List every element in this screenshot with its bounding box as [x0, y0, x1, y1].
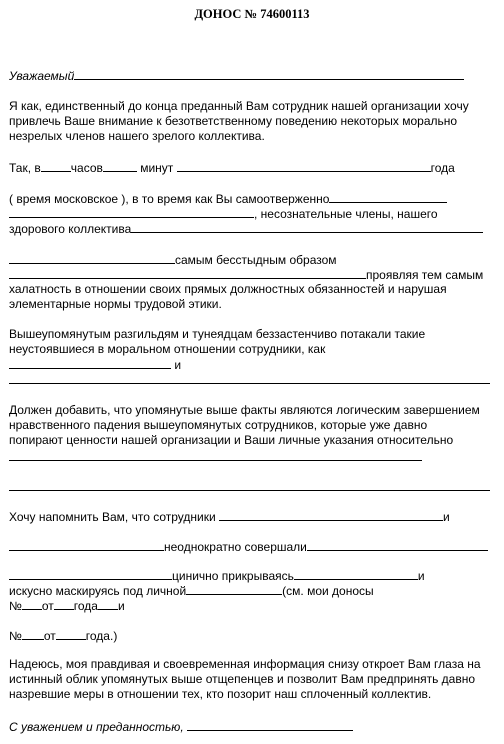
- hour-blank: [41, 160, 71, 172]
- action-blank: [329, 191, 447, 203]
- repeatedly-text: неоднократно совершали: [164, 540, 307, 554]
- intro-line-2: привлечь Ваше внимание к безответственному поведению некоторых морально: [9, 114, 458, 128]
- and-text: и: [443, 510, 450, 524]
- remind-line: [9, 509, 450, 524]
- year-close-text: года.): [85, 629, 118, 643]
- pretext-blank: [186, 583, 282, 595]
- year-text: года: [73, 599, 98, 613]
- report-year-blank: [98, 598, 118, 610]
- remind-text: Хочу напомнить Вам, что сотрудники: [9, 510, 216, 524]
- cover-blank: [294, 568, 418, 580]
- rule-line: [9, 490, 490, 491]
- negligence-line-1: халатность в отношении своих прямых должностных обязанностей и нарушая: [9, 282, 447, 296]
- addressee-blank: [74, 68, 464, 80]
- report-ref-line-1: [9, 598, 125, 613]
- minutes-label: минут: [140, 161, 174, 175]
- hope-line-1: Надеюсь, моя правдивая и своевременная информация снизу откроет Вам глаза на: [9, 657, 481, 671]
- repeatedly-line: [9, 539, 488, 554]
- report-number-blank: [22, 598, 42, 610]
- showing-line: [9, 267, 483, 282]
- indulged-line-1: Вышеупомянутым разгильдям и тунеядцам беззастенчиво потакали такие: [9, 327, 426, 341]
- collective-line: [9, 221, 483, 236]
- number-sign: №: [9, 629, 22, 643]
- closing-line: [9, 719, 353, 734]
- see-reports-text: (см. мои доносы: [282, 584, 374, 598]
- cynical-line: [9, 568, 425, 583]
- and-text: и: [417, 569, 425, 583]
- salutation-line: [9, 68, 464, 83]
- indulged-line-2: неустоявшиеся в моральном отношении сотрудники, как: [9, 342, 326, 356]
- cynical-text: цинично прикрываясь: [172, 569, 294, 583]
- place-blank: [9, 206, 254, 218]
- negligence-line-2: элементарные нормы трудовой этики.: [9, 297, 222, 311]
- rule-line: [9, 383, 490, 384]
- disguise-text: искусно маскируясь под личной: [9, 584, 187, 598]
- from-text: от: [43, 629, 56, 643]
- report-date-blank: [54, 598, 74, 610]
- add-line-3: попирают ценности нашей организации и Ваши личные указания относительно: [9, 433, 454, 447]
- hours-label: часов: [70, 161, 103, 175]
- intro-line-1: Я как, единственный до конца преданный Вам сотрудник нашей организации хочу: [9, 99, 469, 113]
- closing-text: С уважением и преданностью,: [9, 720, 184, 734]
- hope-line-3: назревшие меры в отношении тех, кто позорит наш сплоченный коллектив.: [9, 687, 432, 701]
- indulged-line-3: [9, 357, 181, 372]
- employees-blank: [219, 509, 443, 521]
- shameless-text: самым бесстыдным образом: [175, 253, 337, 267]
- date-blank: [177, 160, 431, 172]
- names-blank: [9, 539, 164, 551]
- document-title: ДОНОС № 74600113: [194, 7, 310, 21]
- salutation: Уважаемый: [9, 69, 75, 83]
- report-number-blank: [22, 628, 44, 640]
- intro-line-3: незрелых членов нашего зрелого коллектива.: [9, 129, 265, 143]
- add-line-1: Должен добавить, что упомянутые выше факты являются логическим завершением: [9, 403, 480, 417]
- moscow-time-text: ( время московское ), в то время как Вы самоотверженно: [9, 192, 330, 206]
- healthy-collective-text: здорового коллектива: [9, 222, 132, 236]
- add-line-2: нравственного падения вышеупомянутых сотрудников, которые уже давно: [9, 418, 428, 432]
- moscow-line: [9, 191, 447, 206]
- and-text: и: [174, 358, 182, 372]
- number-sign: №: [9, 599, 22, 613]
- members-line: [9, 206, 438, 221]
- acts-blank: [307, 539, 488, 551]
- shameless-line: [9, 252, 337, 267]
- showing-text: проявляя тем самым: [366, 268, 484, 282]
- report-date-blank: [56, 628, 86, 640]
- employee-blank: [9, 357, 171, 369]
- names-blank: [9, 252, 175, 264]
- deed-blank: [9, 267, 366, 279]
- hope-line-2: истинный облик упомянутых выше отщепенцев и позволит Вам предпринять давно: [9, 672, 476, 686]
- collective-blank: [131, 221, 483, 233]
- offence-blank: [9, 568, 172, 580]
- time-line: [9, 160, 455, 175]
- report-ref-line-2: [9, 628, 117, 643]
- signature-blank: [187, 719, 353, 731]
- minutes-blank: [103, 160, 137, 172]
- year-label: года: [430, 161, 455, 175]
- and-text: и: [117, 599, 125, 613]
- time-prefix: Так, в: [9, 161, 41, 175]
- disguise-line: [9, 583, 374, 598]
- members-text: , несознательные члены, нашего: [254, 207, 438, 221]
- rule-line: [9, 460, 422, 461]
- from-text: от: [41, 599, 54, 613]
